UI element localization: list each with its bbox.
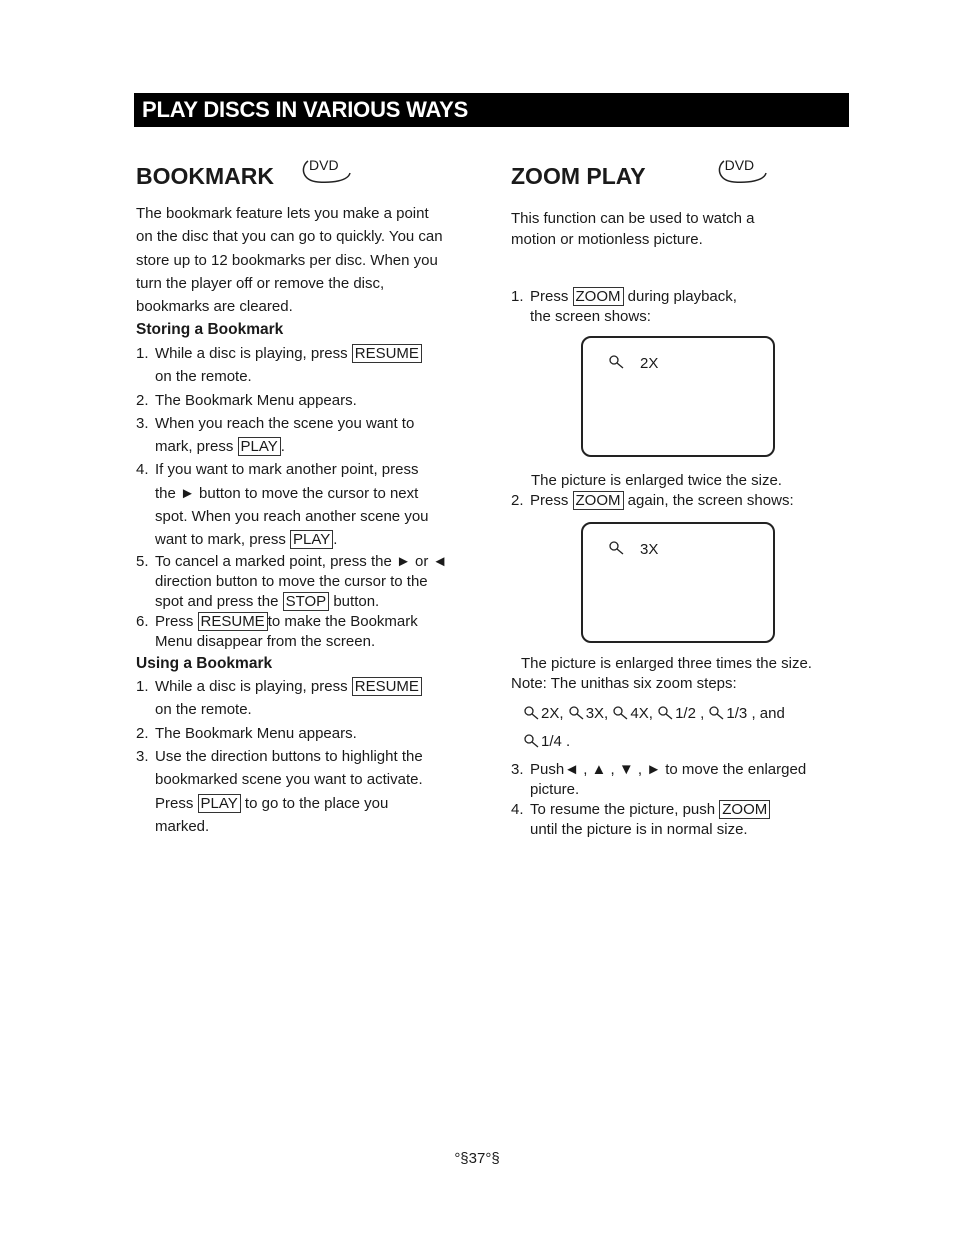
- list-item: 4. To resume the picture, push ZOOM until the picture is in normal size.: [511, 800, 851, 840]
- bookmark-title: BOOKMARK: [136, 162, 274, 189]
- magnifier-icon: [708, 705, 726, 723]
- list-item: 2. Press ZOOM again, the screen shows:: [511, 492, 794, 509]
- bookmark-column: [136, 150, 496, 838]
- list-item: 2. The Bookmark Menu appears.: [136, 391, 357, 409]
- bookmark-intro-line: store up to 12 bookmarks per disc. When you: [136, 251, 438, 269]
- resume-key-label: RESUME: [352, 344, 422, 363]
- zoom-heading: [511, 150, 851, 202]
- list-item: 5. To cancel a marked point, press the ► or ◄ direction button to move the cursor to the spot and press the STOP button.: [136, 552, 448, 610]
- list-item: 1. While a disc is playing, press RESUME on the remote.: [136, 342, 496, 389]
- zoom-note: Note: The unithas six zoom steps:: [511, 675, 737, 692]
- list-item: 4. If you want to mark another point, press the ► button to move the cursor to next spot. When you reach another scene you want to mark, press PLAY .: [136, 461, 429, 549]
- magnifier-icon: [523, 705, 541, 723]
- play-key-label: PLAY: [198, 794, 241, 813]
- magnifier-icon: [568, 705, 586, 723]
- bookmark-heading: [136, 150, 496, 202]
- zoom-screen-3x: [581, 522, 775, 643]
- stop-key-label: STOP: [283, 592, 330, 611]
- zoom-level-label: 2X: [640, 354, 659, 372]
- zoom-steps: 2X, 3X, 4X, 1/2 , 1/3 , and 1/4 .: [511, 700, 851, 756]
- list-item: 1. Press ZOOM during playback, the screen shows:: [511, 288, 737, 325]
- zoom-intro-line: This function can be used to watch a: [511, 210, 755, 227]
- bookmark-intro-line: turn the player off or remove the disc,: [136, 274, 385, 292]
- zoom-key-label: ZOOM: [573, 491, 624, 510]
- bookmark-intro-line: on the disc that you can go to quickly. You can: [136, 228, 443, 246]
- zoom-title: ZOOM PLAY: [511, 162, 646, 189]
- using-subheading: Using a Bookmark: [136, 654, 273, 672]
- play-key-label: PLAY: [238, 437, 281, 456]
- bookmark-intro-line: The bookmark feature lets you make a point: [136, 205, 429, 222]
- magnifier-icon: [608, 354, 626, 372]
- zoom-caption: The picture is enlarged three times the size.: [521, 655, 812, 672]
- bookmark-intro-line: bookmarks are cleared.: [136, 298, 293, 316]
- zoom-column: [511, 150, 851, 840]
- magnifier-icon: [657, 705, 675, 723]
- list-item: 1. While a disc is playing, press RESUME on the remote.: [136, 675, 496, 722]
- storing-subheading: Storing a Bookmark: [136, 321, 284, 339]
- zoom-key-label: ZOOM: [573, 287, 624, 306]
- list-item: 3. Push◄ , ▲ , ▼ , ► to move the enlarged picture.: [511, 761, 807, 798]
- magnifier-icon: [608, 540, 626, 558]
- magnifier-icon: [612, 705, 630, 723]
- dvd-badge-icon: DVD: [716, 155, 772, 185]
- zoom-screen-2x: [581, 336, 775, 457]
- zoom-level-label: 3X: [640, 540, 659, 558]
- resume-key-label: RESUME: [198, 612, 268, 631]
- section-banner: PLAY DISCS IN VARIOUS WAYS: [134, 93, 849, 127]
- zoom-caption: The picture is enlarged twice the size.: [531, 472, 782, 489]
- list-item: 3. Use the direction buttons to highlight the bookmarked scene you want to activate. Press PLAY to go to the place you marked.: [136, 748, 423, 835]
- list-item: 6. Press RESUME to make the Bookmark Menu disappear from the screen.: [136, 612, 418, 650]
- zoom-key-label: ZOOM: [719, 800, 770, 819]
- list-item: 2. The Bookmark Menu appears.: [136, 724, 357, 742]
- page-number: °§37°§: [454, 1150, 500, 1167]
- list-item: 3. When you reach the scene you want to mark, press PLAY .: [136, 414, 415, 456]
- dvd-badge-icon: DVD: [300, 155, 356, 185]
- resume-key-label: RESUME: [352, 677, 422, 696]
- magnifier-icon: [523, 733, 541, 751]
- play-key-label: PLAY: [290, 530, 333, 549]
- zoom-intro-line: motion or motionless picture.: [511, 231, 703, 248]
